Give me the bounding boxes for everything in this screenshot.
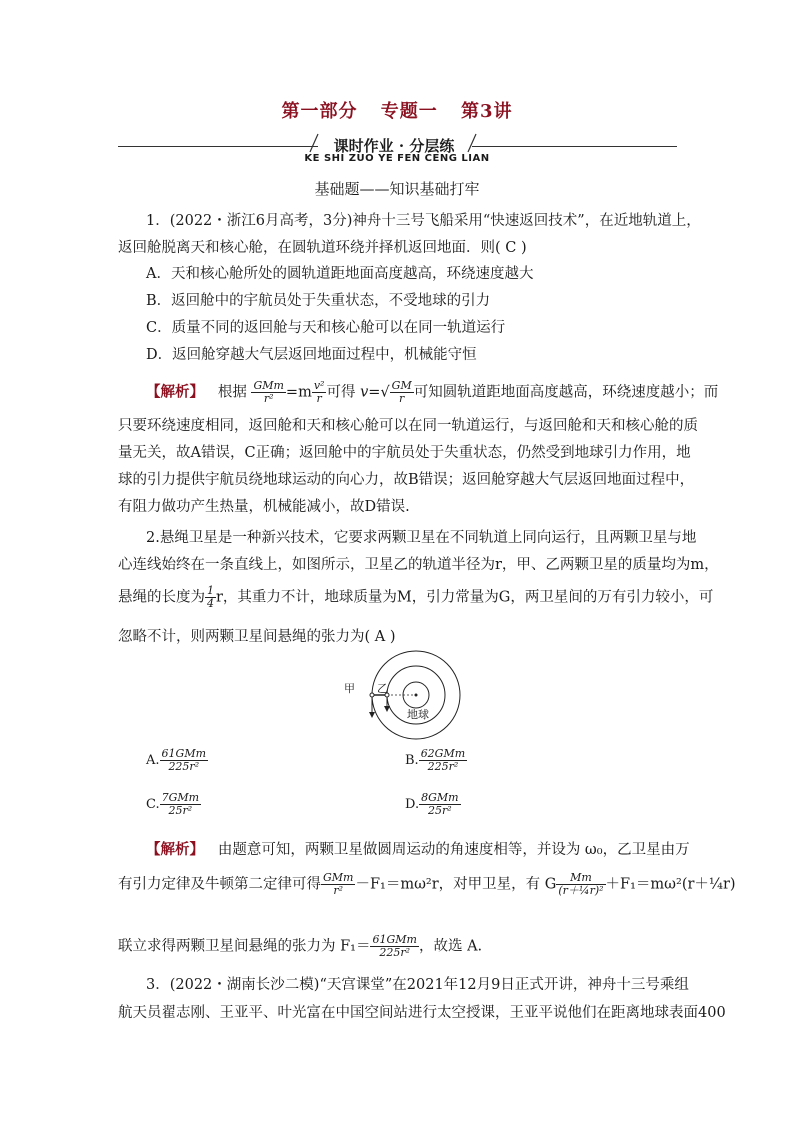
a2-line-3 [118, 934, 482, 959]
a1-text-c: 可知圆轨道距地面高度越高，环绕速度越小；而 [413, 384, 719, 401]
a2-text-2a: 有引力定律及牛顿第二定律可得 [118, 876, 321, 893]
formula-gravity: $\frac{\text{GMm}}{\text{r²}}$ [253, 379, 284, 405]
q1-stem-line-2: 返回舱脱离天和核心舱，在圆轨道环绕并择机返回地面．则( C ) [118, 240, 527, 256]
formula-quarter: $\frac{1}{4}$ [207, 584, 214, 610]
analysis-tag: 【解析】 [146, 383, 204, 401]
q2-option-c-num: 7GMm [161, 791, 200, 804]
title-part: 第一部分 [281, 101, 358, 122]
formula-velocity: $\frac{GM}{r}$ [391, 379, 412, 405]
formula-jia-gravity: $\frac{Mm}{\text{(r＋¼r)²}}$ [558, 871, 604, 897]
q2-option-a-num: 61GMm [161, 747, 207, 760]
a1-text-b: 可得 [326, 384, 356, 401]
q2-option-c-label: C. [146, 797, 160, 812]
a1-line-4: 球的引力提供宇航员绕地球运动的向心力，故B错误；返回舱穿越大气层返回地面过程中， [118, 472, 695, 488]
banner-rule-right [472, 146, 677, 147]
formula-centripetal: $\frac{\text{v²}}{r}$ [313, 379, 325, 405]
analysis-tag-2: 【解析】 [146, 841, 204, 858]
page-title [0, 97, 794, 123]
a2-text-2b: －F₁＝mω²r，对甲卫星，有 G [355, 876, 557, 893]
q3-line-1: 3．(2022・湖南长沙二模)“天宫课堂”在2021年12月9日正式开讲，神舟十三号乘组 [146, 977, 689, 993]
q2-line-4: 忽略不计，则两颗卫星间悬绳的张力为( A ) [118, 629, 396, 645]
a2-text-1: 由题意可知，两颗卫星做圆周运动的角速度相等，并设为 ω₀，乙卫星由万 [217, 842, 690, 858]
q2-option-b-label: B. [405, 753, 419, 768]
banner-pinyin: KE SHI ZUO YE FEN CENG LIAN [304, 153, 490, 164]
a1-line-2: 只要环绕速度相同，返回舱和天和核心舱可以在同一轨道运行，与返回舱和天和核心舱的质 [118, 418, 698, 434]
q2-option-b-den: 225r² [427, 760, 459, 773]
a1-line-1: 【解析】 根据 $\frac{\text{GMm}}{\text{r²}}$ =m $\frac{\text{v²}}{r}$ 可得 v=√ $\frac{GM}{r}$ 可知圆轨道距地面高度越高，环绕速度越小；而 [146, 379, 719, 405]
q2-option-a [146, 748, 208, 773]
q2-option-b-num: 62GMm [420, 747, 466, 760]
label-yi: 乙 [377, 682, 388, 695]
label-jia: 甲 [344, 682, 355, 695]
a1-line-5: 有阻力做功产生热量，机械能减小，故D错误. [118, 499, 410, 515]
a2-text-3b: ，故选 A. [418, 938, 483, 955]
q2-option-b [405, 748, 467, 773]
title-lecture: 第3讲 [461, 101, 513, 122]
a2-text-2c: ＋F₁＝mω² [605, 876, 682, 893]
a2-line-1 [146, 838, 690, 859]
formula-yi: $\frac{\text{GMm}}{\text{r²}}$ [323, 871, 354, 897]
q2-option-d [405, 792, 461, 817]
q1-option-d: D．返回舱穿越大气层返回地面过程中，机械能守恒 [146, 347, 477, 363]
q2-line-3 [118, 585, 713, 610]
a1-line-3: 量无关，故A错误，C正确；返回舱中的宇航员处于失重状态，仍然受到地球引力作用，地 [118, 445, 691, 461]
a1-text-a: 根据 [217, 384, 247, 401]
a2-line-2: 有引力定律及牛顿第二定律可得 $\frac{\text{GMm}}{\text{r²}}$ －F₁＝mω²r，对甲卫星，有 G $\frac{Mm}{\text{(r＋¼r)²}}$ ＋F₁＝mω²(r＋¼r) [118, 871, 736, 897]
q2-text-a: 悬绳的长度为 [118, 589, 205, 606]
q1-option-a: A．天和核心舱所处的圆轨道距地面高度越高，环绕速度越大 [146, 266, 534, 282]
q2-option-d-num: 8GMm [421, 791, 459, 804]
q1-stem-line-1: 1．(2022・浙江6月高考，3分)神舟十三号飞船采用“快速返回技术”，在近地轨道上， [146, 213, 701, 229]
q2-option-a-label: A. [146, 753, 160, 768]
q2-option-c-den: 25r² [168, 804, 193, 817]
section-heading: 基础题——知识基础打牢 [314, 180, 480, 198]
a2-text-3a: 联立求得两颗卫星间悬绳的张力为 F₁＝ [118, 938, 371, 955]
q1-option-c: C．质量不同的返回舱与天和核心舱可以在同一轨道运行 [146, 320, 506, 336]
label-earth: 地球 [407, 708, 429, 721]
q2-option-d-den: 25r² [428, 804, 452, 817]
title-topic: 专题一 [380, 101, 438, 122]
orbit-diagram [346, 650, 466, 750]
q2-text-b: r，其重力不计，地球质量为M，引力常量为G，两卫星间的万有引力较小，可 [216, 589, 714, 606]
banner-rule-left [118, 146, 318, 147]
q2-option-d-label: D. [405, 797, 420, 812]
q1-option-b: B．返回舱中的宇航员处于失重状态，不受地球的引力 [146, 293, 491, 309]
formula-answer: $\frac{\text{61GMm}}{\text{225r²}}$ [372, 933, 417, 959]
q3-line-2: 航天员翟志刚、王亚平、叶光富在中国空间站进行太空授课，王亚平说他们在距离地球表面400 [118, 1005, 726, 1021]
q2-option-a-den: 225r² [168, 760, 200, 773]
q2-line-2: 心连线始终在一条直线上，如图所示，卫星乙的轨道半径为r，甲、乙两颗卫星的质量均为m， [118, 557, 719, 573]
q2-line-1: 2.悬绳卫星是一种新兴技术，它要求两颗卫星在不同轨道上同向运行，且两颗卫星与地 [146, 530, 697, 546]
q2-option-c [146, 792, 201, 817]
banner-title: 课时作业 · 分层练 [333, 137, 455, 155]
